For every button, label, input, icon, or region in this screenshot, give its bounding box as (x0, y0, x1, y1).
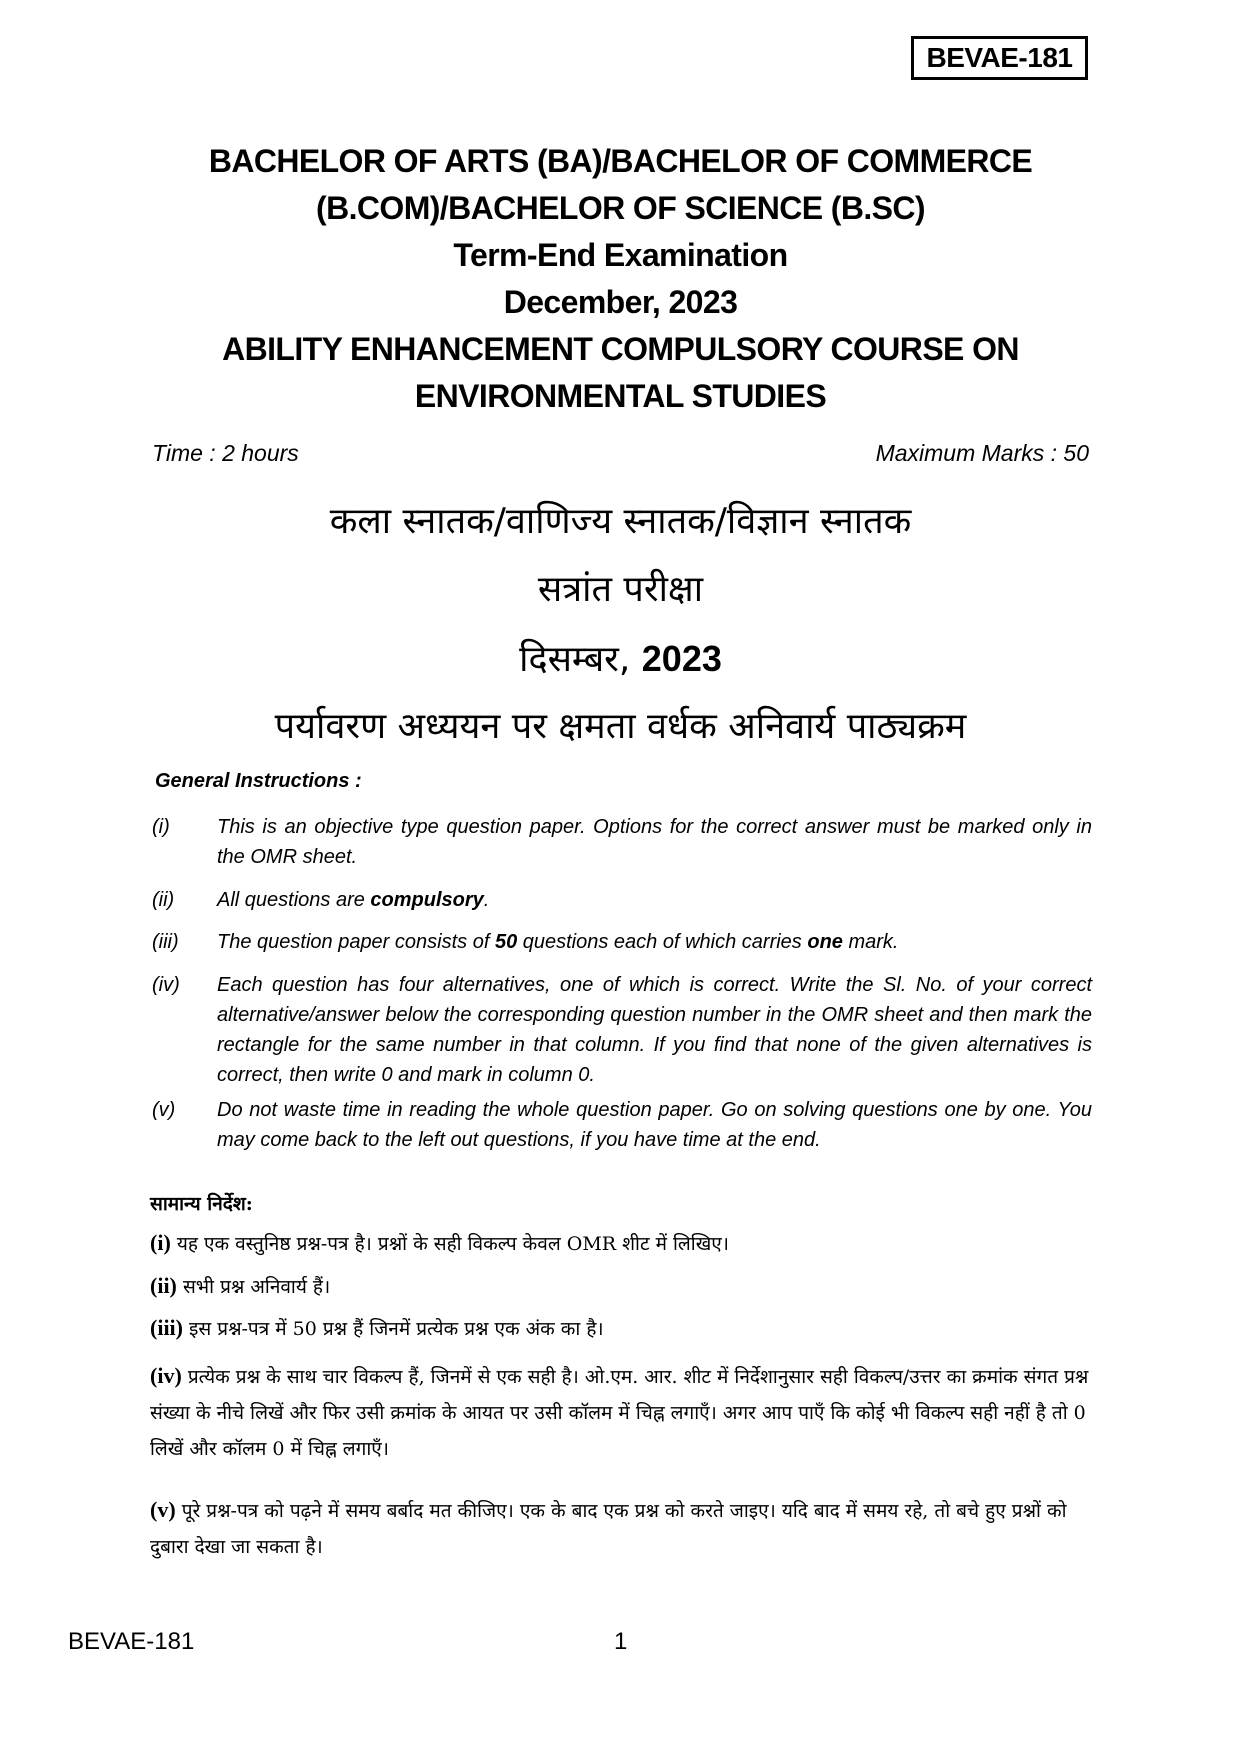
emphasis: 50 (494, 931, 518, 953)
instruction-item (152, 812, 1092, 872)
footer-paper-code: BEVAE-181 (68, 1628, 195, 1655)
instruction-item (152, 927, 1092, 957)
exam-title: Term-End Examination (453, 237, 788, 273)
instruction-number: (iv) (152, 974, 180, 996)
instruction-text: पूरे प्रश्न-पत्र को पढ़ने में समय बर्बाद मत कीजिए। एक के बाद एक प्रश्न को करते जाइए। यदि बाद में समय रहे, तो बचे हुए प्रश्नों को दुबारा देखा जा सकता है। (150, 1500, 1067, 1558)
instruction-number: (v) (150, 1497, 176, 1522)
hindi-instruction-item (150, 1492, 1095, 1565)
degree-title-line1: BACHELOR OF ARTS (BA)/BACHELOR OF COMMERCE (208, 143, 1033, 179)
exam-date: December, 2023 (503, 284, 738, 320)
instruction-item (152, 885, 1092, 915)
page-number: 1 (614, 1628, 628, 1655)
paper-code-box: BEVAE-181 (911, 36, 1088, 80)
instruction-text: सभी प्रश्न अनिवार्य हैं। (182, 1276, 331, 1298)
hindi-instruction-item (150, 1310, 1095, 1347)
course-title-line2: ENVIRONMENTAL STUDIES (414, 378, 827, 414)
instruction-number: (iv) (150, 1363, 182, 1388)
hindi-instruction-item (150, 1358, 1095, 1467)
instruction-number: (i) (150, 1230, 171, 1255)
instruction-number: (i) (152, 816, 170, 838)
course-title-line1: ABILITY ENHANCEMENT COMPULSORY COURSE ON (222, 331, 1019, 367)
instruction-text: The question paper consists of 50 questions each of which carries one mark. (217, 931, 899, 953)
hindi-exam-title: सत्रांत परीक्षा (537, 569, 704, 610)
instruction-item (152, 1095, 1092, 1155)
exam-duration: Time : 2 hours (152, 440, 299, 466)
instruction-text: All questions are compulsory. (217, 889, 490, 911)
instruction-number: (iii) (152, 931, 179, 953)
hindi-instructions-heading: सामान्य निर्देश: (150, 1193, 253, 1215)
hindi-exam-date (0, 633, 1241, 682)
instruction-text: Each question has four alternatives, one of which is correct. Write the Sl. No. of your correct alternative/answer below the corresponding question number in the OMR sheet and then mark the rectangle for the same number in that column. If you find that none of the given alternatives is correct, then write 0 and mark in column 0. (217, 974, 1092, 1086)
hindi-degree-title: कला स्नातक/वाणिज्य स्नातक/विज्ञान स्नातक (329, 501, 912, 542)
instruction-item (152, 970, 1092, 1090)
hindi-instruction-item (150, 1268, 1095, 1305)
instruction-text: Do not waste time in reading the whole question paper. Go on solving questions one by one. You may come back to the left out questions, if you have time at the end. (217, 1099, 1092, 1151)
instruction-number: (ii) (150, 1273, 177, 1298)
hindi-date-year: 2023 (641, 638, 722, 679)
hindi-course-title: पर्यावरण अध्ययन पर क्षमता वर्धक अनिवार्य पाठ्यक्रम (274, 706, 967, 747)
instruction-number: (iii) (150, 1315, 183, 1340)
emphasis: compulsory (370, 889, 484, 911)
general-instructions-heading: General Instructions : (155, 770, 362, 792)
instruction-text: यह एक वस्तुनिष्ठ प्रश्न-पत्र है। प्रश्नों के सही विकल्प केवल OMR शीट में लिखिए। (176, 1233, 729, 1255)
degree-title-line2: (B.COM)/BACHELOR OF SCIENCE (B.SC) (316, 190, 925, 226)
emphasis: one (807, 931, 843, 953)
instruction-text: इस प्रश्न-पत्र में 50 प्रश्न हैं जिनमें प्रत्येक प्रश्न एक अंक का है। (189, 1318, 604, 1340)
maximum-marks: Maximum Marks : 50 (875, 440, 1089, 466)
hindi-date-month: दिसम्बर, (519, 639, 631, 680)
instruction-number: (ii) (152, 889, 175, 911)
instruction-text: This is an objective type question paper. Options for the correct answer must be marked only in the OMR sheet. (217, 816, 1092, 868)
instruction-number: (v) (152, 1099, 176, 1121)
instruction-text: प्रत्येक प्रश्न के साथ चार विकल्प हैं, जिनमें से एक सही है। ओ.एम. आर. शीट में निर्देशानुसार सही विकल्प/उत्तर का क्रमांक संगत प्रश्न संख्या के नीचे लिखें और फिर उसी क्रमांक के आयत पर उसी कॉलम में चिह्न लगाएँ। अगर आप पाएँ कि कोई भी विकल्प सही नहीं है तो 0 लिखें और कॉलम 0 में चिह्न लगाएँ। (150, 1366, 1089, 1460)
hindi-instruction-item (150, 1225, 1095, 1262)
